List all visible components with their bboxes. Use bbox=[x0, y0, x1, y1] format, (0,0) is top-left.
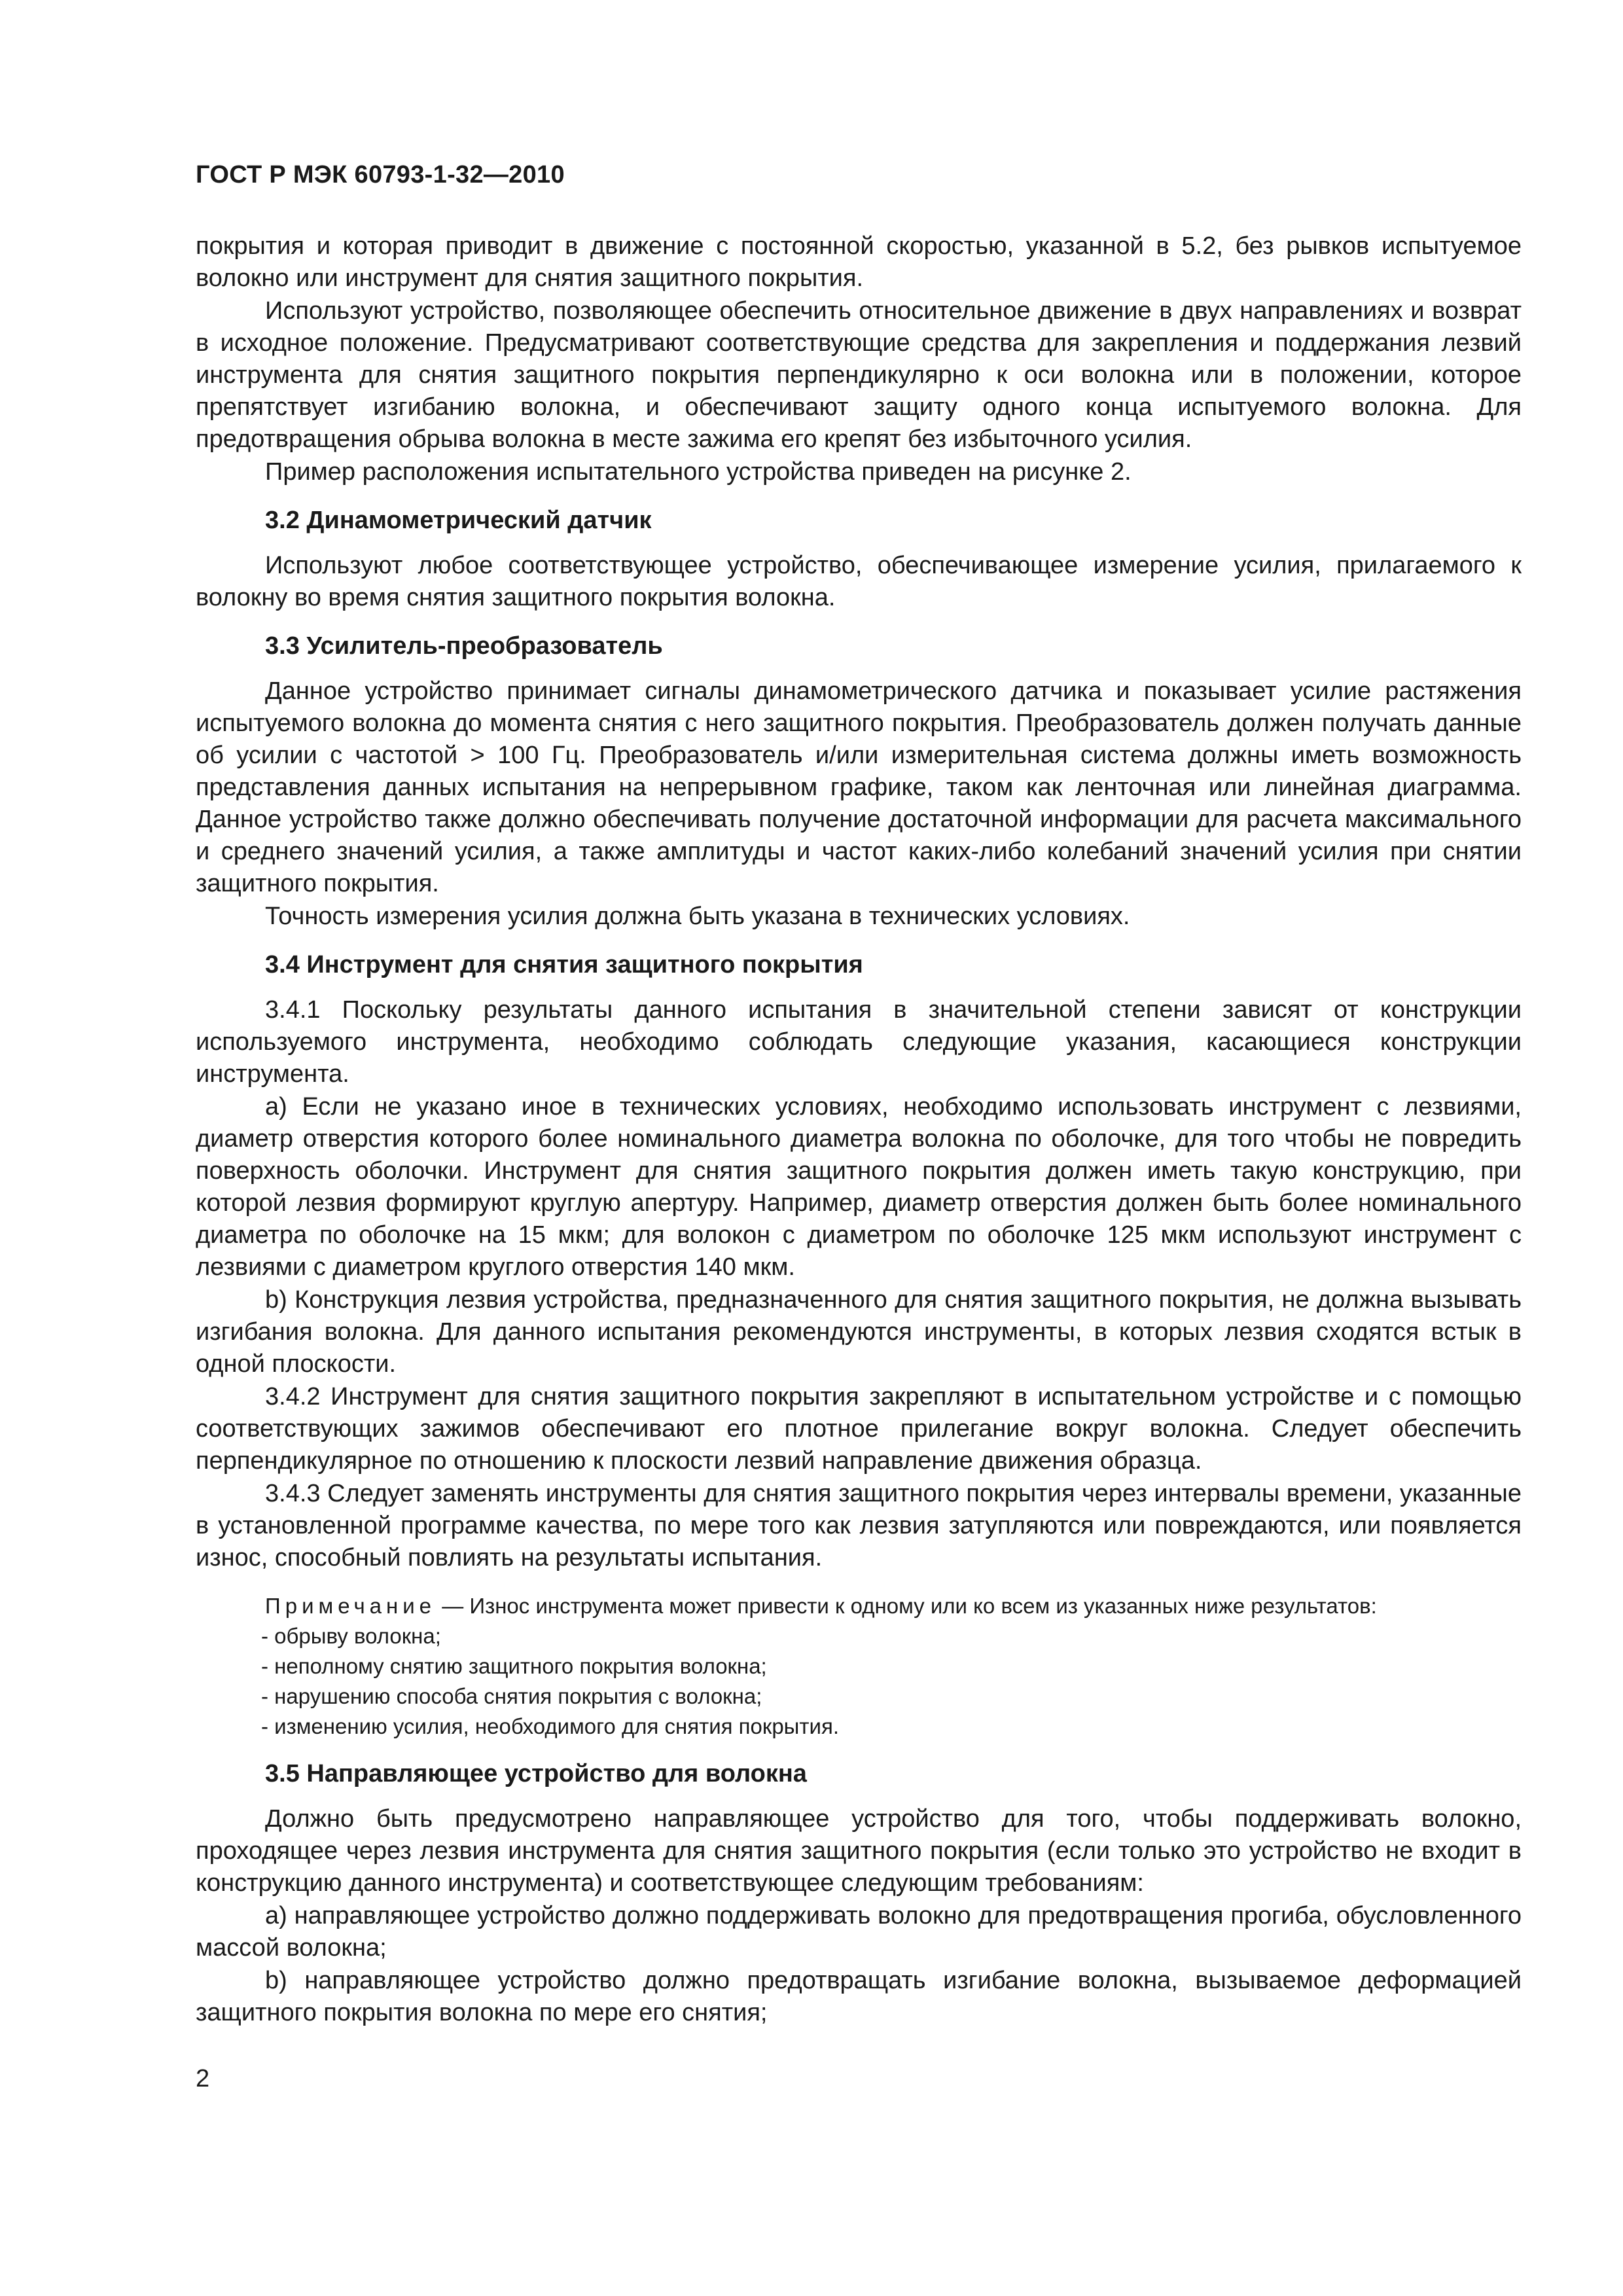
heading-3-2: 3.2 Динамометрический датчик bbox=[265, 507, 652, 534]
note-text: — Износ инструмента может привести к одному или ко всем из указанных ниже результатов: bbox=[442, 1594, 1377, 1618]
paragraph-3-4-3: 3.4.3 Следует заменять инструменты для снятия защитного покрытия через интервалы времени, указанные в установленной программе качества, по мере того как лезвия затупляются или повреждаются, или появляется износ, способный повлиять на результаты испытания. bbox=[196, 1480, 1522, 1571]
note-list bbox=[196, 1621, 1522, 1742]
note-list-item: - нарушению способа снятия покрытия с волокна; bbox=[261, 1681, 1522, 1712]
page-number: 2 bbox=[196, 2065, 210, 2092]
note-list-item: - неполному снятию защитного покрытия волокна; bbox=[261, 1651, 1522, 1681]
heading-3-4: 3.4 Инструмент для снятия защитного покрытия bbox=[265, 951, 863, 978]
paragraph-3-4-1-a: a) Если не указано иное в технических условиях, необходимо использовать инструмент с лезвиями, диаметр отверстия которого более номинального диаметра волокна по оболочке, для того чтобы не повредить поверхность оболочки. Инструмент для снятия защитного покрытия должен иметь такую конструкцию, при которой лезвия формируют круглую апертуру. Например, диаметр отверстия должен быть более номинального диаметра по оболочке на 15 мкм; для волокон с диаметром по оболочке 125 мкм используют инструмент с лезвиями с диаметром круглого отверстия 140 мкм. bbox=[196, 1093, 1522, 1281]
page-content bbox=[196, 230, 1522, 2030]
heading-3-5: 3.5 Направляющее устройство для волокна bbox=[265, 1760, 807, 1787]
note-label: Примечание bbox=[265, 1594, 437, 1618]
paragraph-figure-reference: Пример расположения испытательного устройства приведен на рисунке 2. bbox=[265, 458, 1132, 486]
paragraph-3-3-accuracy: Точность измерения усилия должна быть указана в технических условиях. bbox=[265, 903, 1130, 930]
note-block bbox=[196, 1591, 1522, 1621]
paragraph-device-description: Используют устройство, позволяющее обеспечить относительное движение в двух направлениях и возврат в исходное положение. Предусматривают соответствующие средства для закрепления и поддержания лезвий инструмента для снятия защитного покрытия перпендикулярно к оси волокна или в положении, которое препятствует изгибанию волокна, и обеспечивают защиту одного конца испытуемого волокна. Для предотвращения обрыва волокна в месте зажима его крепят без избыточного усилия. bbox=[196, 297, 1522, 453]
paragraph-3-3-body: Данное устройство принимает сигналы динамометрического датчика и показывает усилие растяжения испытуемого волокна до момента снятия с него защитного покрытия. Преобразователь должен получать данные об усилии с частотой > 100 Гц. Преобразователь и/или измерительная система должны иметь возможность представления данных испытания на непрерывном графике, таком как ленточная или линейная диаграмма. Данное устройство также должно обеспечивать получение достаточной информации для расчета максимального и среднего значений усилия, а также амплитуды и частот каких-либо колебаний значений усилия при снятии защитного покрытия. bbox=[196, 677, 1522, 897]
note-list-item: - обрыву волокна; bbox=[261, 1621, 1522, 1651]
paragraph-3-5-b: b) направляющее устройство должно предотвращать изгибание волокна, вызываемое деформацией защитного покрытия волокна по мере его снятия; bbox=[196, 1967, 1522, 2026]
paragraph-3-4-1-b: b) Конструкция лезвия устройства, предназначенного для снятия защитного покрытия, не должна вызывать изгибания волокна. Для данного испытания рекомендуются инструменты, в которых лезвия сходятся встык в одной плоскости. bbox=[196, 1286, 1522, 1378]
document-header: ГОСТ Р МЭК 60793-1-32—2010 bbox=[196, 161, 565, 188]
paragraph-3-2: Используют любое соответствующее устройство, обеспечивающее измерение усилия, прилагаемого к волокну во время снятия защитного покрытия волокна. bbox=[196, 552, 1522, 611]
paragraph-continuation: покрытия и которая приводит в движение с постоянной скоростью, указанной в 5.2, без рывков испытуемое волокно или инструмент для снятия защитного покрытия. bbox=[196, 232, 1522, 292]
heading-3-3: 3.3 Усилитель-преобразователь bbox=[265, 632, 663, 660]
note-list-item: - изменению усилия, необходимого для снятия покрытия. bbox=[261, 1712, 1522, 1742]
paragraph-3-5-a: a) направляющее устройство должно поддерживать волокно для предотвращения прогиба, обусловленного массой волокна; bbox=[196, 1902, 1522, 1962]
paragraph-3-5: Должно быть предусмотрено направляющее устройство для того, чтобы поддерживать волокно, проходящее через лезвия инструмента для снятия защитного покрытия (если только это устройство не входит в конструкцию данного инструмента) и соответствующее следующим требованиям: bbox=[196, 1805, 1522, 1897]
paragraph-3-4-2: 3.4.2 Инструмент для снятия защитного покрытия закрепляют в испытательном устройстве и с помощью соответствующих зажимов обеспечивают его плотное прилегание вокруг волокна. Следует обеспечить перпендикулярное по отношению к плоскости лезвий направление движения образца. bbox=[196, 1383, 1522, 1475]
paragraph-3-4-1: 3.4.1 Поскольку результаты данного испытания в значительной степени зависят от конструкции используемого инструмента, необходимо соблюдать следующие указания, касающиеся конструкции инструмента. bbox=[196, 996, 1522, 1088]
